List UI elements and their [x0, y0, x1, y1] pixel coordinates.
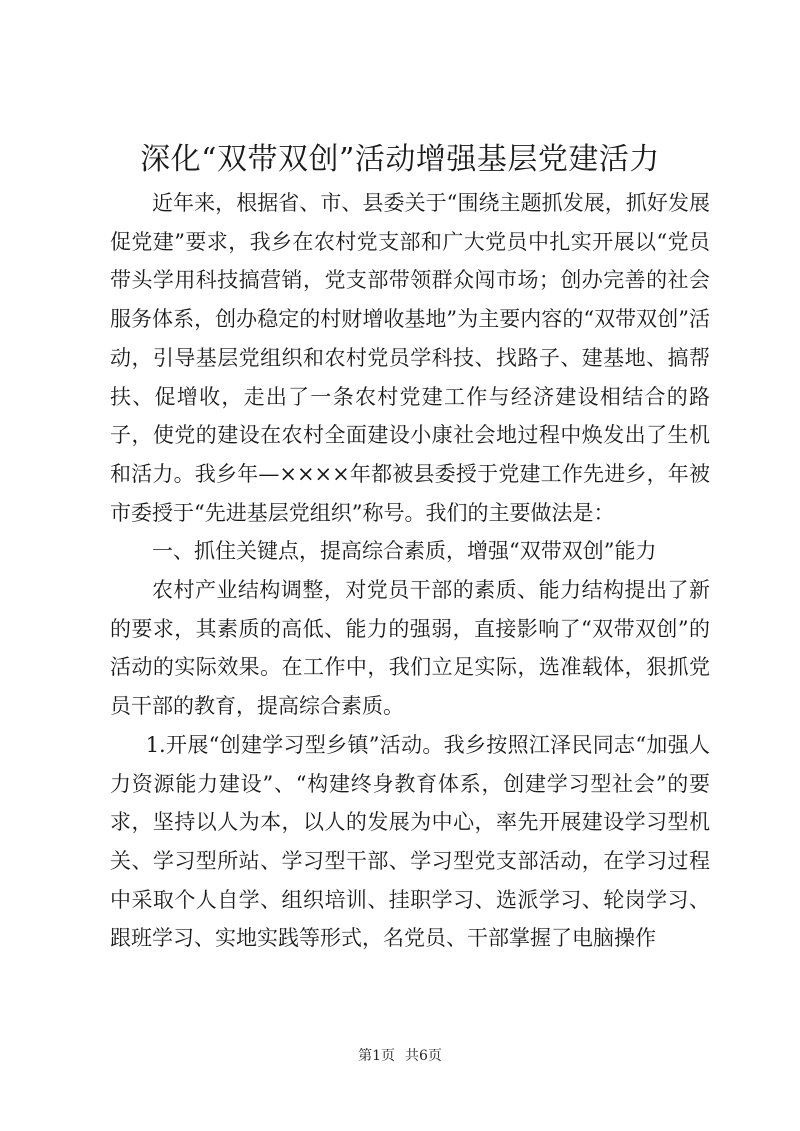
document-title: 深化“双带双创”活动增强基层党建活力 [140, 142, 660, 177]
section-heading-1: 一、抓住关键点，提高综合素质，增强“双带双创”能力 [152, 539, 657, 564]
page-number: 第1页 [358, 1048, 395, 1064]
paragraph-intro: 近年来，根据省、市、县委关于“围绕主题抓发展，抓好发展促党建”要求，我乡在农村党支部和广大党员中扎实开展以“党员带头学用科技搞营销，党支部带领群众闯市场；创办完善的社会服务体系，创办稳定的村财增收基地”为主要内容的“双带双创”活动，引导基层党组织和农村党员学科技、找路子、建基地、搞帮扶、促增收，走出了一条农村党建工作与经济建设相结合的路子，使党的建设在农村全面建设小康社会地过程中焕发出了生机和活力。我乡年—××××年都被县委授于党建工作先进乡，年被市委授于“先进基层党组织”称号。我们的主要做法是： [110, 191, 710, 525]
paragraph-section-1: 农村产业结构调整，对党员干部的素质、能力结构提出了新的要求，其素质的高低、能力的强弱，直接影响了“双带双创”的活动的实际效果。在工作中，我们立足实际，选准载体，狠抓党员干部的教育，提高综合素质。 [110, 578, 710, 719]
page-footer [0, 1046, 800, 1066]
paragraph-item-1: 1.开展“创建学习型乡镇”活动。我乡按照江泽民同志“加强人力资源能力建设”、“构建终身教育体系，创建学习型社会”的要求，坚持以人为本，以人的发展为中心，率先开展建设学习型机关、学习型所站、学习型干部、学习型党支部活动，在学习过程中采取个人自学、组织培训、挂职学习、选派学习、轮岗学习、跟班学习、实地实践等形式，名党员、干部掌握了电脑操作 [110, 732, 710, 951]
document-body [110, 184, 710, 958]
page-total: 共6页 [405, 1048, 442, 1064]
